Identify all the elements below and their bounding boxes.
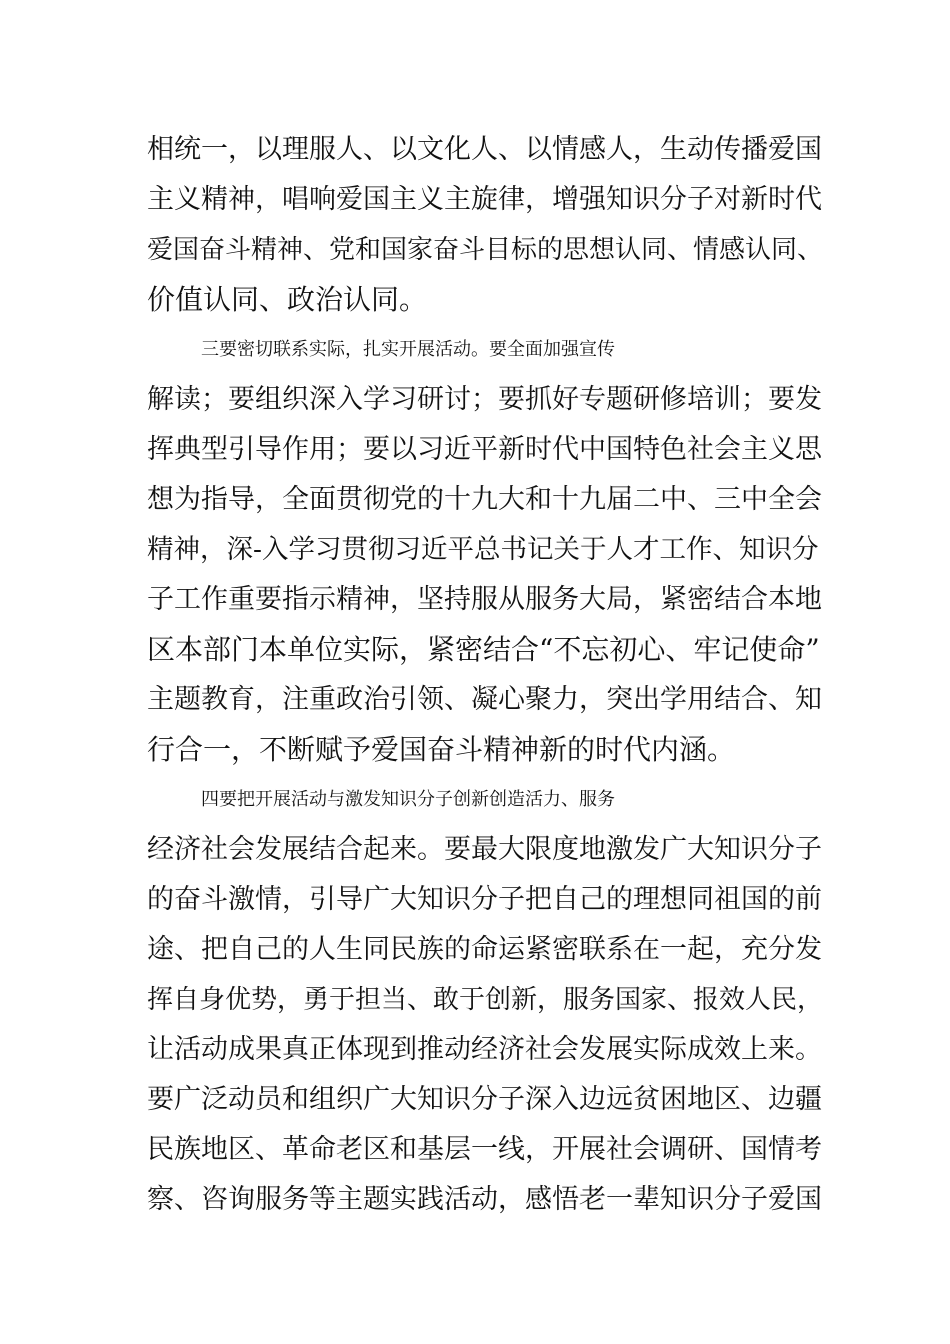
text-line: 相统一，以理服人、以文化人、以情感人，生动传播爱国	[147, 134, 822, 165]
text-line: 价值认同、政治认同。	[147, 283, 428, 316]
text-line: 主题教育，注重政治引领、凝心聚力，突出学用结合、知	[147, 684, 822, 715]
text-line: 挥典型引导作用；要以习近平新时代中国特色社会主义思	[147, 434, 822, 465]
text-line: 爱国奋斗精神、党和国家奋斗目标的思想认同、情感认同、	[147, 235, 824, 265]
text-line: 解读；要组织深入学习研讨；要抓好专题研修培训；要发	[147, 384, 822, 415]
text-line: 要广泛动员和组织广大知识分子深入边远贫困地区、边疆	[147, 1084, 822, 1115]
text-line: 行合一，不断赋予爱国奋斗精神新的时代内涵。	[147, 733, 736, 766]
text-line: 区本部门本单位实际，紧密结合“不忘初心、牢记使命”	[147, 633, 820, 666]
text-line: 主义精神，唱响爱国主义主旋律，增强知识分子对新时代	[147, 184, 822, 215]
text-line: 想为指导，全面贯彻党的十九大和十九届二中、三中全会	[147, 484, 822, 515]
text-line: 途、把自己的人生同民族的命运紧密联系在一起，充分发	[147, 934, 822, 965]
text-line: 的奋斗激情，引导广大知识分子把自己的理想同祖国的前	[147, 884, 822, 915]
paragraph-start-line: 四要把开展活动与激发知识分子创新创造活力、服务	[201, 789, 615, 810]
text-line: 挥自身优势，勇于担当、敢于创新，服务国家、报效人民，	[147, 985, 824, 1015]
text-line: 察、咨询服务等主题实践活动，感悟老一辈知识分子爱国	[147, 1184, 822, 1215]
text-line: 经济社会发展结合起来。要最大限度地激发广大知识分子	[147, 834, 822, 865]
text-line: 子工作重要指示精神，坚持服从服务大局，紧密结合本地	[147, 584, 822, 615]
text-line: 让活动成果真正体现到推动经济社会发展实际成效上来。	[147, 1034, 822, 1065]
text-line: 民族地区、革命老区和基层一线，开展社会调研、国情考	[147, 1134, 822, 1165]
text-line: 精神，深-入学习贯彻习近平总书记关于人才工作、知识分	[147, 534, 819, 565]
paragraph-start-line: 三要密切联系实际，扎实开展活动。要全面加强宣传	[201, 339, 615, 360]
